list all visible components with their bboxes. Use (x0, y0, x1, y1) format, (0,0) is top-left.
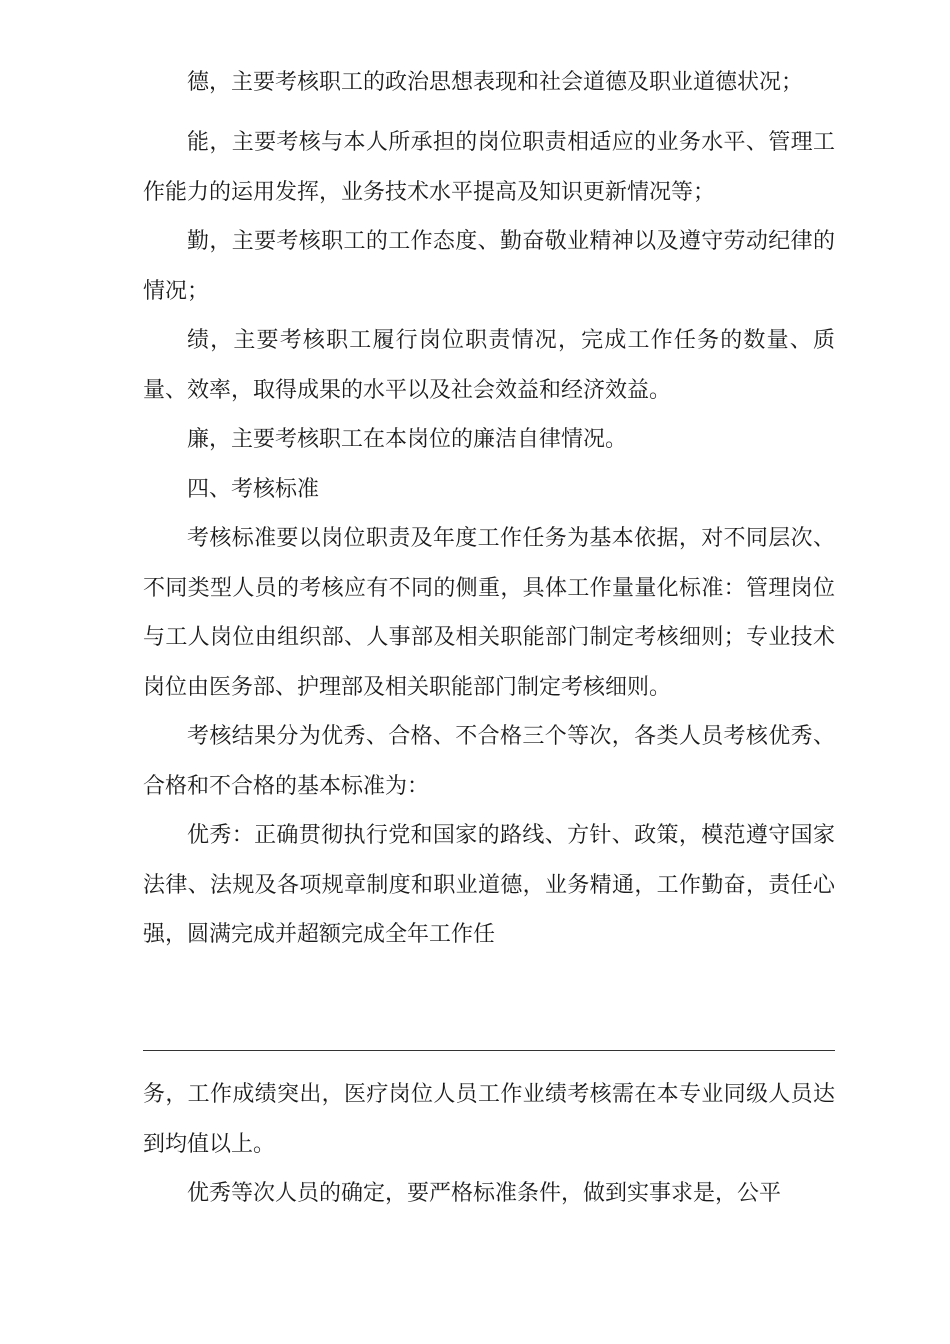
page-body-top (143, 68, 835, 960)
page-break-divider (143, 1050, 835, 1051)
paragraph-de: 德，主要考核职工的政治思想表现和社会道德及职业道德状况； (187, 70, 804, 95)
paragraph-qin: 勤，主要考核职工的工作态度、勤奋敬业精神以及遵守劳动纪律的情况； (143, 229, 835, 304)
paragraph-excellent: 优秀：正确贯彻执行党和国家的路线、方针、政策，模范遵守国家法律、法规及各项规章制度和职业道德，业务精通，工作勤奋，责任心强，圆满完成并超额完成全年工作任 (143, 823, 835, 947)
paragraph-grades: 考核结果分为优秀、合格、不合格三个等次，各类人员考核优秀、合格和不合格的基本标准为： (143, 724, 835, 799)
section-heading: 四、考核标准 (187, 476, 320, 502)
paragraph-neng: 能，主要考核与本人所承担的岗位职责相适应的业务水平、管理工作能力的运用发挥，业务技术水平提高及知识更新情况等； (143, 130, 835, 205)
page-body-bottom (143, 1070, 835, 1219)
paragraph-excellent-continued: 务，工作成绩突出，医疗岗位人员工作业绩考核需在本专业同级人员达到均值以上。 (143, 1082, 835, 1157)
paragraph-lian: 廉，主要考核职工在本岗位的廉洁自律情况。 (187, 427, 628, 452)
paragraph-ji: 绩，主要考核职工履行岗位职责情况，完成工作任务的数量、质量、效率，取得成果的水平以及社会效益和经济效益。 (143, 328, 835, 403)
paragraph-excellent-selection: 优秀等次人员的确定，要严格标准条件，做到实事求是，公平 (187, 1181, 782, 1206)
paragraph-standard: 考核标准要以岗位职责及年度工作任务为基本依据，对不同层次、不同类型人员的考核应有不同的侧重，具体工作量量化标准：管理岗位与工人岗位由组织部、人事部及相关职能部门制定考核细则；专业技术岗位由医务部、护理部及相关职能部门制定考核细则。 (143, 526, 835, 700)
